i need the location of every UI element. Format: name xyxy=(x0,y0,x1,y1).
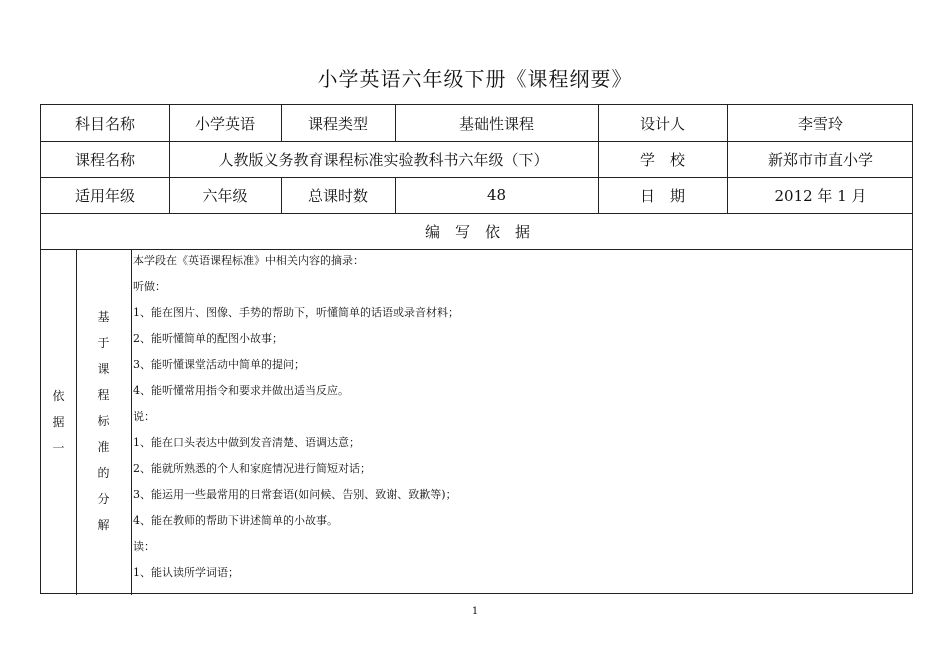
vertical-char: 基 xyxy=(97,310,110,324)
excerpt-line: 1、能在口头表达中做到发音清楚、语调达意； xyxy=(133,436,360,449)
vertical-char: 分 xyxy=(97,492,110,506)
vertical-char: 的 xyxy=(97,466,110,480)
date-value: 2012 年 1 月 xyxy=(774,186,867,205)
course-outline-table xyxy=(40,104,913,594)
school-value: 新郑市市直小学 xyxy=(767,150,873,169)
total-hours-label: 总课时数 xyxy=(307,186,368,205)
subject-label: 科目名称 xyxy=(74,114,135,133)
excerpt-line: 听做： xyxy=(133,280,166,293)
course-name-value: 人教版义务教育课程标准实验教科书六年级（下） xyxy=(218,150,549,169)
vertical-char: 于 xyxy=(97,336,110,350)
grade-value: 六年级 xyxy=(202,186,248,205)
subject-value: 小学英语 xyxy=(194,114,255,133)
excerpt-line: 1、能在图片、图像、手势的帮助下，听懂简单的话语或录音材料； xyxy=(133,306,459,319)
basis-section xyxy=(41,249,914,595)
vertical-char: 程 xyxy=(97,388,110,402)
school-label: 学 校 xyxy=(639,150,685,169)
course-type-value: 基础性课程 xyxy=(458,114,534,133)
vertical-char: 依 xyxy=(52,389,65,403)
excerpt-line: 4、能听懂常用指令和要求并做出适当反应。 xyxy=(133,384,349,397)
excerpt-line: 2、能就所熟悉的个人和家庭情况进行简短对话； xyxy=(133,462,371,475)
section-heading: 编 写 依 据 xyxy=(424,222,530,241)
total-hours-value: 48 xyxy=(486,186,507,204)
excerpt-line: 3、能听懂课堂活动中简单的提问； xyxy=(133,358,305,371)
excerpt-line: 2、能听懂简单的配图小故事； xyxy=(133,332,283,345)
grade-label: 适用年级 xyxy=(74,186,135,205)
standard-decomposition-vertical-label xyxy=(76,304,131,538)
date-label: 日 期 xyxy=(639,186,685,205)
excerpt-line: 读： xyxy=(133,540,155,553)
excerpt-line: 本学段在《英语课程标准》中相关内容的摘录： xyxy=(133,254,364,267)
vertical-char: 一 xyxy=(52,441,65,455)
excerpt-line: 4、能在教师的帮助下讲述简单的小故事。 xyxy=(133,514,338,527)
document-title: 小学英语六年级下册《课程纲要》 xyxy=(317,67,633,91)
vertical-char: 据 xyxy=(52,415,65,429)
designer-value: 李雪玲 xyxy=(797,114,843,133)
excerpt-line: 说： xyxy=(133,410,155,423)
basis-one-vertical-label xyxy=(41,383,76,461)
excerpt-line: 3、能运用一些最常用的日常套语(如问候、告别、致谢、致歉等)； xyxy=(133,488,457,501)
course-type-label: 课程类型 xyxy=(307,114,368,133)
standard-excerpt-text xyxy=(133,251,903,589)
excerpt-line: 1、能认读所学词语； xyxy=(133,566,239,579)
vertical-char: 解 xyxy=(97,518,110,532)
vertical-char: 课 xyxy=(97,362,110,376)
page-number: 1 xyxy=(471,606,479,617)
course-name-label: 课程名称 xyxy=(74,150,135,169)
designer-label: 设计人 xyxy=(639,114,685,133)
vertical-char: 标 xyxy=(97,414,110,428)
vertical-char: 准 xyxy=(97,440,110,454)
